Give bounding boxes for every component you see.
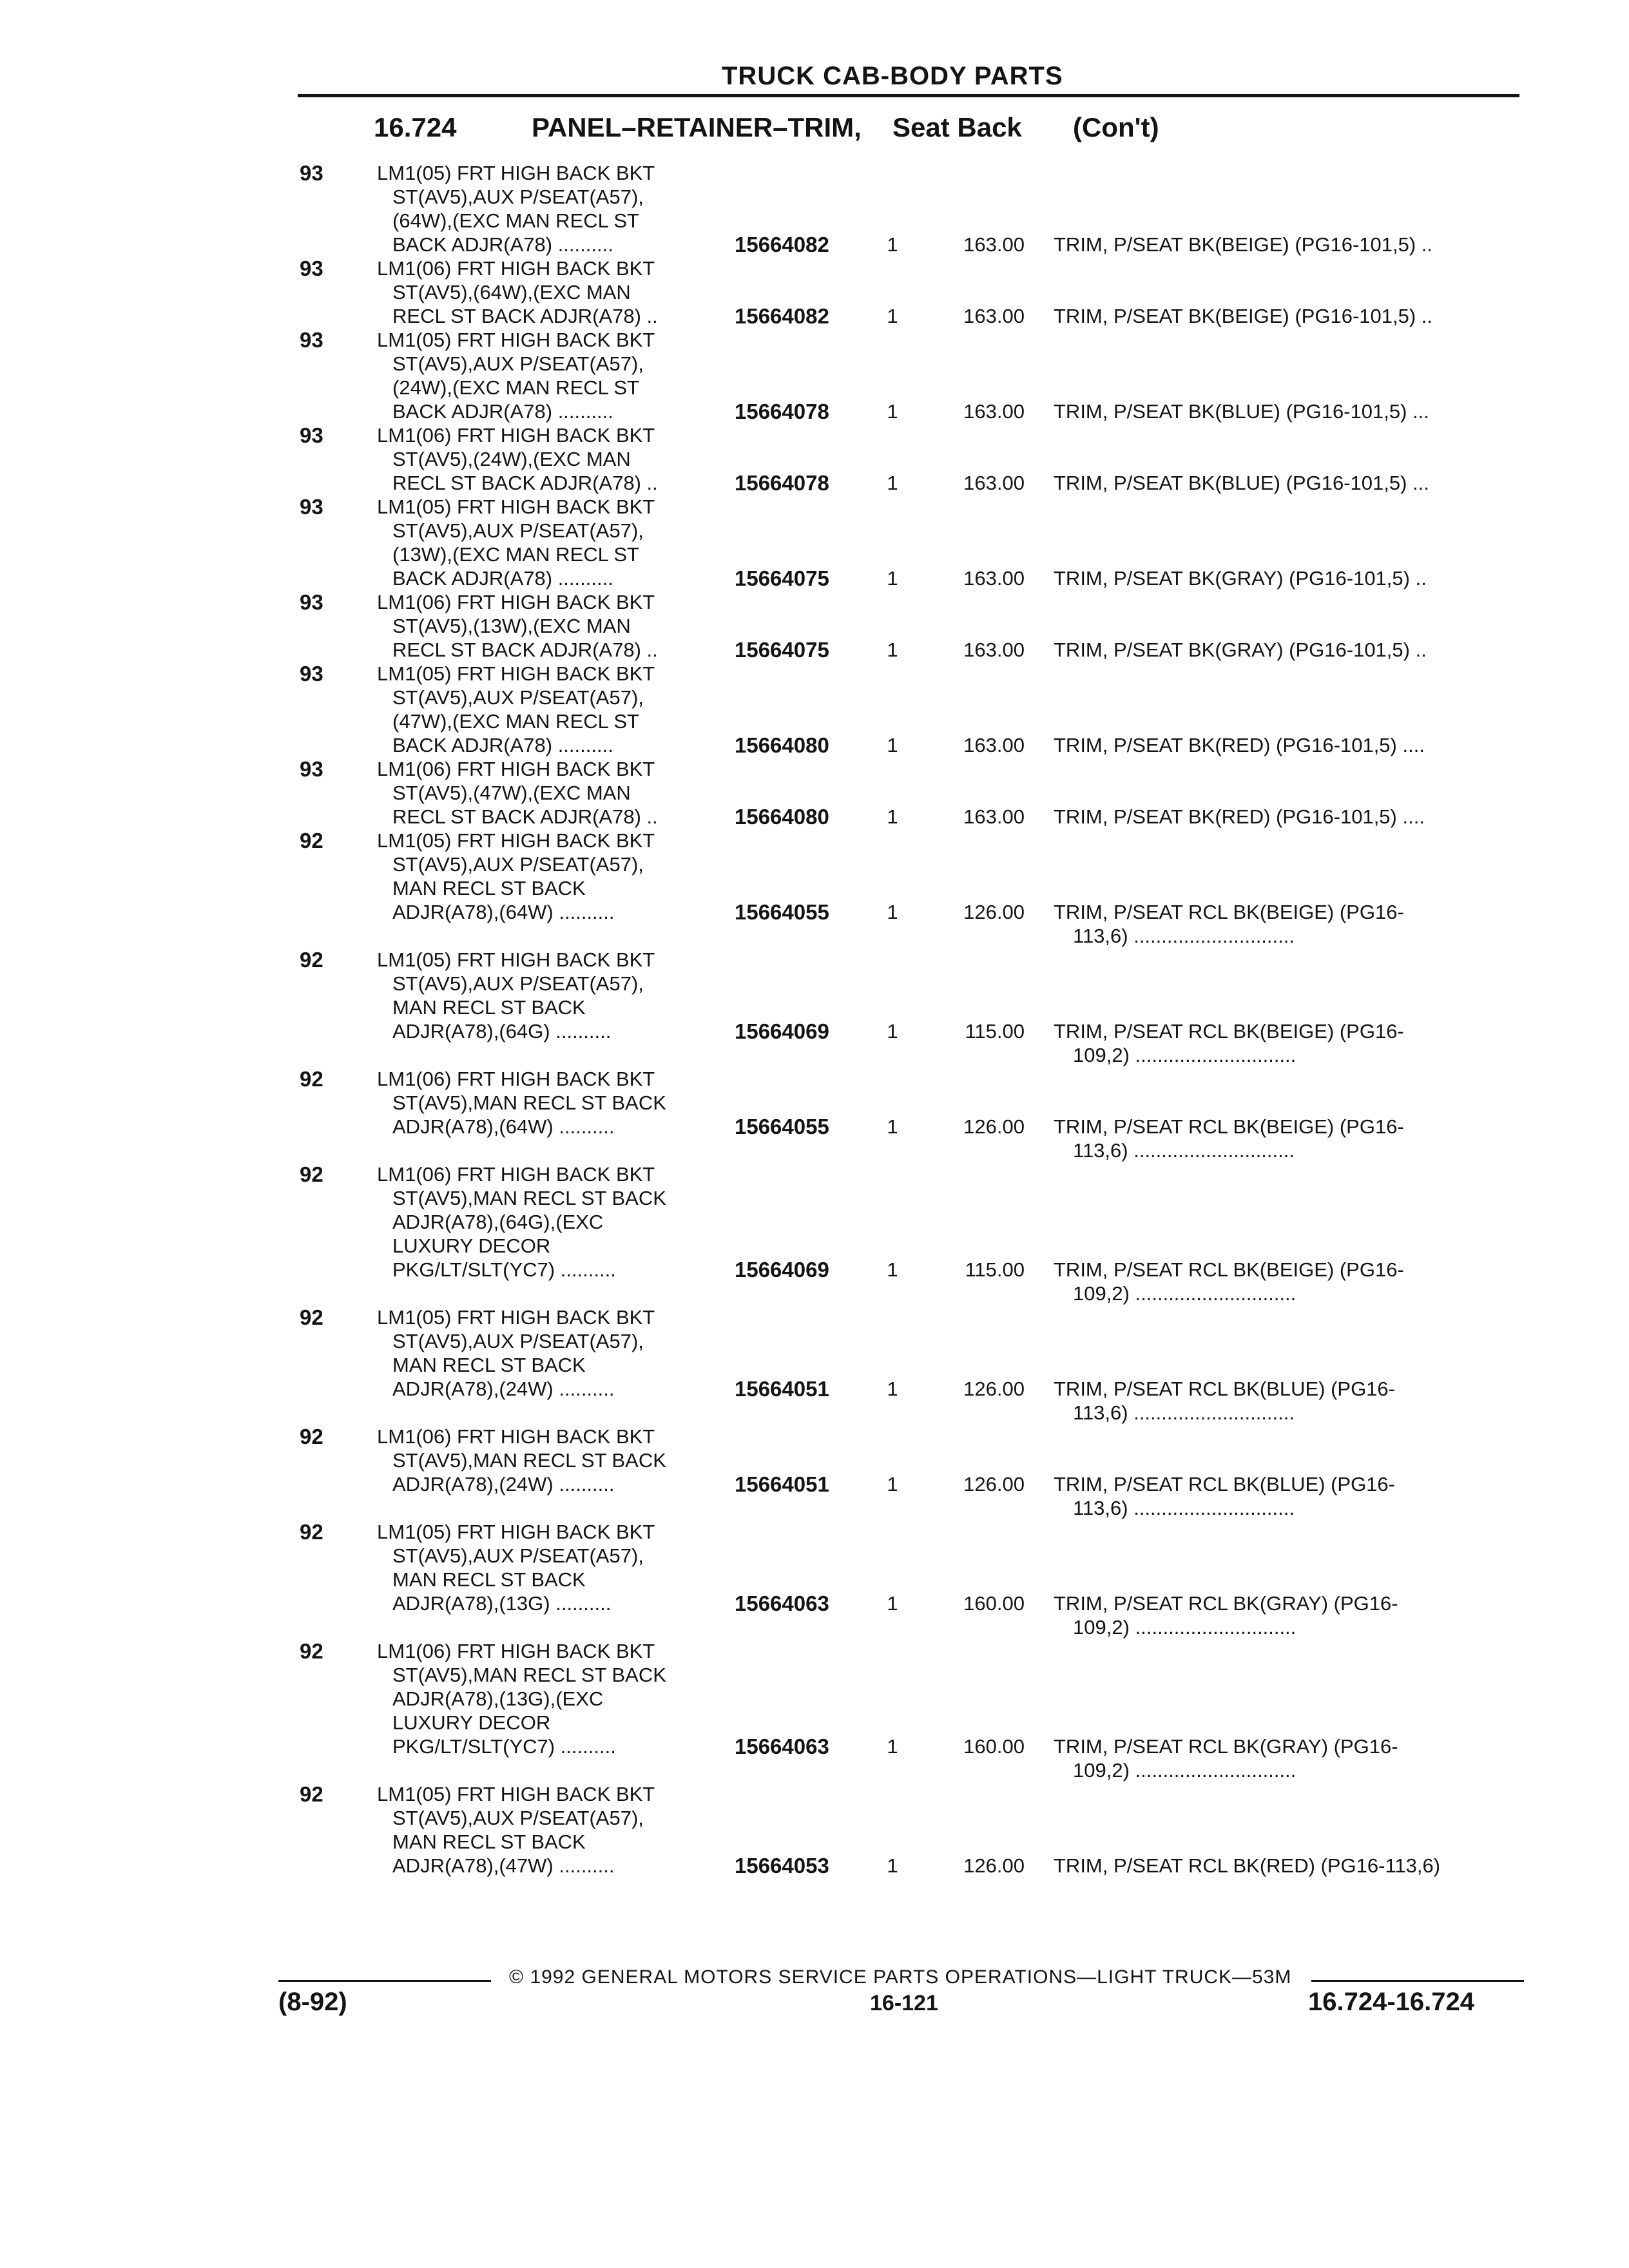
part-name-line: TRIM, P/SEAT RCL BK(GRAY) (PG16-: [1054, 1735, 1398, 1758]
price: 163.00: [963, 305, 1025, 327]
description-line: PKG/LT/SLT(YC7) ..........: [392, 1258, 616, 1281]
description-line: ST(AV5),MAN RECL ST BACK: [392, 1091, 666, 1114]
description-line: LM1(06) FRT HIGH BACK BKT: [377, 1425, 655, 1448]
description-line: ST(AV5),AUX P/SEAT(A57),: [392, 1807, 644, 1829]
illustration-number: 93: [300, 256, 323, 280]
part-name-line: TRIM, P/SEAT BK(BLUE) (PG16-101,5) ...: [1054, 400, 1429, 423]
footer-rule-right: [1311, 1980, 1524, 1982]
part-description: [377, 757, 718, 829]
description-line: RECL ST BACK ADJR(A78) ..: [392, 805, 658, 828]
part-name: [1054, 638, 1518, 662]
part-name-line: TRIM, P/SEAT RCL BK(BEIGE) (PG16-: [1054, 1258, 1404, 1281]
description-line: ST(AV5),(64W),(EXC MAN: [392, 281, 631, 303]
quantity: 1: [887, 734, 898, 756]
description-line: ADJR(A78),(64G) ..........: [392, 1020, 612, 1043]
quantity: 1: [887, 400, 898, 423]
part-name-line: TRIM, P/SEAT BK(RED) (PG16-101,5) ....: [1054, 805, 1425, 828]
part-description: [377, 1162, 718, 1282]
description-line: ST(AV5),(13W),(EXC MAN: [392, 615, 631, 637]
section-number: 16.724: [374, 112, 457, 142]
quantity: 1: [887, 805, 898, 828]
description-line: (47W),(EXC MAN RECL ST: [392, 710, 639, 733]
part-name-line: TRIM, P/SEAT RCL BK(BLUE) (PG16-: [1054, 1378, 1395, 1400]
price: 126.00: [963, 901, 1025, 923]
quantity: 1: [887, 1473, 898, 1495]
part-number: 15664055: [735, 1115, 829, 1139]
description-line: MAN RECL ST BACK: [392, 996, 586, 1019]
description-line: LM1(05) FRT HIGH BACK BKT: [377, 829, 655, 852]
part-description: [377, 1067, 718, 1139]
part-name-line: 113,6) .............................: [1073, 1401, 1295, 1424]
footer-date: (8-92): [278, 1988, 347, 2016]
description-line: ADJR(A78),(24W) ..........: [392, 1473, 615, 1495]
part-description: [377, 1782, 718, 1878]
part-number: 15664075: [735, 638, 829, 662]
quantity: 1: [887, 1115, 898, 1138]
description-line: LM1(06) FRT HIGH BACK BKT: [377, 1163, 655, 1186]
price: 115.00: [965, 1258, 1025, 1281]
illustration-number: 92: [300, 1162, 323, 1186]
part-name: [1054, 1377, 1518, 1425]
price: 163.00: [963, 472, 1025, 494]
quantity: 1: [887, 1020, 898, 1043]
quantity: 1: [887, 233, 898, 256]
part-name-line: TRIM, P/SEAT BK(GRAY) (PG16-101,5) ..: [1054, 567, 1427, 590]
description-line: ST(AV5),AUX P/SEAT(A57),: [392, 186, 644, 208]
description-line: ADJR(A78),(64W) ..........: [392, 901, 615, 923]
part-name-line: TRIM, P/SEAT BK(RED) (PG16-101,5) ....: [1054, 734, 1425, 756]
description-line: ST(AV5),AUX P/SEAT(A57),: [392, 519, 644, 542]
part-description: [377, 829, 718, 924]
part-name-line: TRIM, P/SEAT RCL BK(BEIGE) (PG16-: [1054, 1115, 1404, 1138]
description-line: ADJR(A78),(24W) ..........: [392, 1378, 615, 1400]
quantity: 1: [887, 1258, 898, 1281]
illustration-number: 93: [300, 662, 323, 686]
part-name-line: TRIM, P/SEAT RCL BK(RED) (PG16-113,6): [1054, 1854, 1441, 1877]
price: 126.00: [963, 1473, 1025, 1495]
description-line: LM1(05) FRT HIGH BACK BKT: [377, 1521, 655, 1543]
part-number: 15664078: [735, 471, 829, 495]
description-line: LM1(06) FRT HIGH BACK BKT: [377, 257, 655, 280]
illustration-number: 93: [300, 590, 323, 614]
description-line: (24W),(EXC MAN RECL ST: [392, 376, 639, 399]
description-line: ADJR(A78),(13G),(EXC: [392, 1687, 604, 1710]
description-line: ST(AV5),(24W),(EXC MAN: [392, 448, 631, 470]
price: 163.00: [963, 639, 1025, 661]
description-line: LUXURY DECOR: [392, 1235, 551, 1257]
description-line: ST(AV5),AUX P/SEAT(A57),: [392, 1330, 644, 1352]
description-line: ST(AV5),(47W),(EXC MAN: [392, 782, 631, 804]
part-name-line: 113,6) .............................: [1073, 925, 1295, 947]
part-name-line: 109,2) .............................: [1073, 1616, 1296, 1639]
part-name: [1054, 233, 1518, 256]
description-line: LM1(05) FRT HIGH BACK BKT: [377, 329, 655, 351]
part-number: 15664069: [735, 1019, 829, 1043]
part-description: [377, 1425, 718, 1496]
description-line: RECL ST BACK ADJR(A78) ..: [392, 639, 658, 661]
description-line: ST(AV5),AUX P/SEAT(A57),: [392, 686, 644, 709]
price: 163.00: [963, 233, 1025, 256]
description-line: ST(AV5),MAN RECL ST BACK: [392, 1664, 666, 1686]
part-name-line: TRIM, P/SEAT RCL BK(GRAY) (PG16-: [1054, 1592, 1398, 1615]
illustration-number: 93: [300, 328, 323, 352]
section-subtitle: Seat Back: [892, 112, 1022, 142]
description-line: LM1(05) FRT HIGH BACK BKT: [377, 948, 655, 971]
part-name-line: 109,2) .............................: [1073, 1282, 1296, 1305]
part-name-line: TRIM, P/SEAT BK(BEIGE) (PG16-101,5) ..: [1054, 233, 1433, 256]
part-name-line: TRIM, P/SEAT RCL BK(BEIGE) (PG16-: [1054, 901, 1404, 923]
part-number: 15664078: [735, 399, 829, 423]
part-number: 15664080: [735, 805, 829, 829]
illustration-number: 93: [300, 423, 323, 447]
description-line: LM1(05) FRT HIGH BACK BKT: [377, 1783, 655, 1805]
part-number: 15664082: [735, 233, 829, 256]
description-line: BACK ADJR(A78) ..........: [392, 400, 613, 423]
part-name: [1054, 1258, 1518, 1305]
part-name: [1054, 471, 1518, 495]
description-line: LM1(05) FRT HIGH BACK BKT: [377, 162, 655, 184]
description-line: LM1(06) FRT HIGH BACK BKT: [377, 1068, 655, 1090]
part-description: [377, 590, 718, 662]
price: 126.00: [963, 1378, 1025, 1400]
description-line: (64W),(EXC MAN RECL ST: [392, 209, 639, 232]
part-description: [377, 256, 718, 328]
part-description: [377, 662, 718, 757]
part-name: [1054, 1735, 1518, 1782]
section-continued: (Con't): [1073, 112, 1159, 142]
price: 115.00: [965, 1020, 1025, 1043]
part-name-line: TRIM, P/SEAT BK(GRAY) (PG16-101,5) ..: [1054, 639, 1427, 661]
part-name: [1054, 733, 1518, 757]
part-name-line: TRIM, P/SEAT RCL BK(BEIGE) (PG16-: [1054, 1020, 1404, 1043]
part-number: 15664053: [735, 1854, 829, 1878]
part-description: [377, 948, 718, 1043]
part-name-line: 109,2) .............................: [1073, 1759, 1296, 1782]
illustration-number: 93: [300, 161, 323, 185]
part-name: [1054, 1472, 1518, 1520]
price: 126.00: [963, 1115, 1025, 1138]
illustration-number: 92: [300, 948, 323, 972]
part-name: [1054, 566, 1518, 590]
part-number: 15664069: [735, 1258, 829, 1282]
description-line: MAN RECL ST BACK: [392, 1831, 586, 1853]
quantity: 1: [887, 639, 898, 661]
description-line: BACK ADJR(A78) ..........: [392, 567, 613, 590]
part-number: 15664063: [735, 1591, 829, 1615]
illustration-number: 92: [300, 1782, 323, 1806]
description-line: ADJR(A78),(64G),(EXC: [392, 1211, 604, 1233]
description-line: ST(AV5),AUX P/SEAT(A57),: [392, 972, 644, 995]
description-line: ST(AV5),MAN RECL ST BACK: [392, 1449, 666, 1472]
quantity: 1: [887, 901, 898, 923]
description-line: MAN RECL ST BACK: [392, 1354, 586, 1376]
illustration-number: 92: [300, 1067, 323, 1091]
description-line: ADJR(A78),(13G) ..........: [392, 1592, 612, 1615]
description-line: LM1(06) FRT HIGH BACK BKT: [377, 758, 655, 780]
part-description: [377, 423, 718, 495]
quantity: 1: [887, 472, 898, 494]
part-name-line: 109,2) .............................: [1073, 1044, 1296, 1066]
description-line: BACK ADJR(A78) ..........: [392, 233, 613, 256]
footer-section-range: 16.724-16.724: [1308, 1988, 1475, 2016]
quantity: 1: [887, 1854, 898, 1877]
part-number: 15664055: [735, 900, 829, 924]
quantity: 1: [887, 1735, 898, 1758]
quantity: 1: [887, 567, 898, 590]
description-line: LM1(06) FRT HIGH BACK BKT: [377, 424, 655, 447]
price: 160.00: [963, 1592, 1025, 1615]
price: 163.00: [963, 567, 1025, 590]
part-name-line: TRIM, P/SEAT BK(BEIGE) (PG16-101,5) ..: [1054, 305, 1433, 327]
illustration-number: 93: [300, 495, 323, 519]
part-description: [377, 161, 718, 256]
description-line: MAN RECL ST BACK: [392, 877, 586, 899]
description-line: MAN RECL ST BACK: [392, 1568, 586, 1591]
part-name: [1054, 399, 1518, 423]
part-number: 15664082: [735, 304, 829, 328]
quantity: 1: [887, 1592, 898, 1615]
illustration-number: 92: [300, 829, 323, 852]
part-name: [1054, 1854, 1518, 1878]
part-name: [1054, 304, 1518, 328]
description-line: ST(AV5),AUX P/SEAT(A57),: [392, 1544, 644, 1567]
footer-copyright: © 1992 GENERAL MOTORS SERVICE PARTS OPERATIONS—LIGHT TRUCK—53M: [509, 1966, 1292, 1988]
part-description: [377, 328, 718, 423]
part-number: 15664075: [735, 566, 829, 590]
part-description: [377, 1639, 718, 1758]
illustration-number: 92: [300, 1305, 323, 1329]
description-line: LM1(05) FRT HIGH BACK BKT: [377, 495, 655, 518]
description-line: ST(AV5),MAN RECL ST BACK: [392, 1187, 666, 1209]
page-header-title: TRUCK CAB-BODY PARTS: [722, 62, 1063, 90]
part-number: 15664080: [735, 733, 829, 757]
part-name-line: TRIM, P/SEAT BK(BLUE) (PG16-101,5) ...: [1054, 472, 1429, 494]
description-line: ADJR(A78),(47W) ..........: [392, 1854, 615, 1877]
quantity: 1: [887, 1378, 898, 1400]
part-name: [1054, 1591, 1518, 1639]
part-number: 15664051: [735, 1472, 829, 1496]
part-name-line: 113,6) .............................: [1073, 1497, 1295, 1519]
part-description: [377, 495, 718, 590]
description-line: (13W),(EXC MAN RECL ST: [392, 543, 639, 566]
description-line: LM1(06) FRT HIGH BACK BKT: [377, 591, 655, 613]
part-name: [1054, 1019, 1518, 1067]
price: 160.00: [963, 1735, 1025, 1758]
footer-page-number: 16-121: [870, 1991, 938, 2015]
description-line: RECL ST BACK ADJR(A78) ..: [392, 472, 658, 494]
part-number: 15664063: [735, 1735, 829, 1758]
description-line: ADJR(A78),(64W) ..........: [392, 1115, 615, 1138]
section-title: PANEL–RETAINER–TRIM,: [532, 112, 862, 142]
part-number: 15664051: [735, 1377, 829, 1401]
description-line: LM1(06) FRT HIGH BACK BKT: [377, 1640, 655, 1662]
part-name-line: TRIM, P/SEAT RCL BK(BLUE) (PG16-: [1054, 1473, 1395, 1495]
part-name: [1054, 805, 1518, 829]
description-line: LUXURY DECOR: [392, 1711, 551, 1734]
part-name: [1054, 1115, 1518, 1162]
description-line: LM1(05) FRT HIGH BACK BKT: [377, 662, 655, 685]
illustration-number: 92: [300, 1425, 323, 1448]
price: 163.00: [963, 400, 1025, 423]
description-line: ST(AV5),AUX P/SEAT(A57),: [392, 853, 644, 876]
description-line: LM1(05) FRT HIGH BACK BKT: [377, 1306, 655, 1329]
price: 163.00: [963, 805, 1025, 828]
part-name-line: 113,6) .............................: [1073, 1139, 1295, 1162]
illustration-number: 92: [300, 1639, 323, 1663]
illustration-number: 93: [300, 757, 323, 781]
description-line: RECL ST BACK ADJR(A78) ..: [392, 305, 658, 327]
part-description: [377, 1520, 718, 1615]
price: 126.00: [963, 1854, 1025, 1877]
quantity: 1: [887, 305, 898, 327]
description-line: ST(AV5),AUX P/SEAT(A57),: [392, 352, 644, 375]
illustration-number: 92: [300, 1520, 323, 1544]
price: 163.00: [963, 734, 1025, 756]
part-name: [1054, 900, 1518, 948]
part-description: [377, 1305, 718, 1401]
footer-rule-left: [278, 1980, 491, 1982]
description-line: BACK ADJR(A78) ..........: [392, 734, 613, 756]
description-line: PKG/LT/SLT(YC7) ..........: [392, 1735, 616, 1758]
